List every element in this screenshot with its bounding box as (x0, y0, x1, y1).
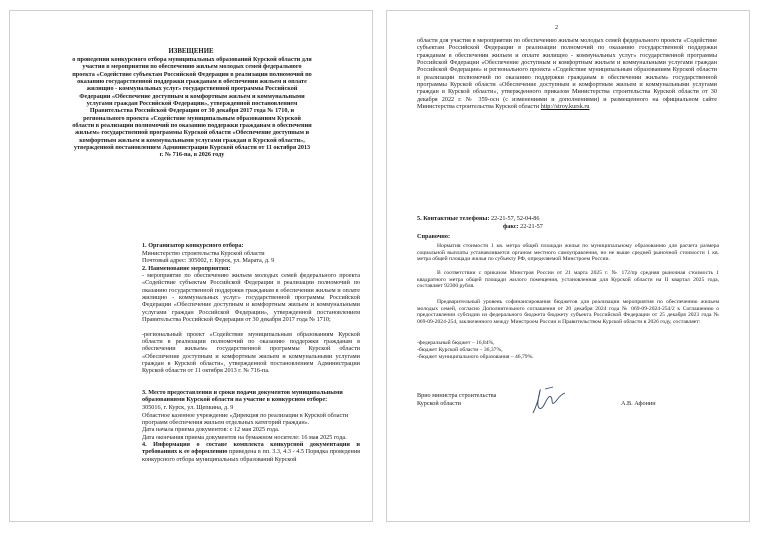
section-5-label: 5. Контактные телефоны: (417, 215, 490, 222)
section-2-heading: 2. Наименование мероприятия: (142, 264, 231, 272)
organizer-address: Почтовый адрес: 305002, г. Курск, ул. Марата, д. 9 (142, 257, 275, 264)
section-3-organization: Областное казенное учреждение «Дирекция по реализации в Курской области программ обеспечения жильем отдельных категорий граждан». (142, 411, 349, 426)
section-3-address: 305016, г. Курск, ул. Щепкина, д. 9 (142, 404, 234, 411)
budget-federal: -федеральный бюджет – 16,84%, (417, 340, 495, 346)
section-3-end-date: Дата окончания приема документов на бумажном носителе: 16 мая 2025 года. (142, 433, 347, 441)
section-5-phones (417, 215, 717, 222)
document-page-2 (386, 10, 750, 522)
reference-paragraph-1: Норматив стоимости 1 кв. метра общей площади жилья по муниципальному образованию для расчета размера социальной выплаты устанавливается органом местного самоуправления, но не выше средней рыночной стоимости 1 кв. метра общей площади жилья по субъекту РФ, определяемой Минстроем России. (417, 243, 719, 263)
document-page-1-body (9, 10, 373, 522)
fax-number: 22-21-57 (520, 222, 543, 230)
section-2-item-1: - мероприятие по обеспечению жильем молодых семей федерального проекта «Содействие субъектам Российской Федерации в реализации полномочий по оказанию государственной поддержки гражданам в обеспечении жильем и оплате жилищно - коммунальных услуг» государственной программы Российской Федерации «Обеспечение доступным и комфортным жильем и коммунальными услугами граждан Российской Федерации», утвержденной постановлением Правительства Российской Федерации от 30 декабря 2017 года № 1710; (142, 272, 360, 324)
procedure-text: области для участия в мероприятии по обеспечению жильем молодых семей федерального проекта «Содействие субъектам Российской Федерации в реализации полномочий по оказанию государственной поддержки гражданам в обеспечении жильем и оплате жилищно - коммунальных услуг» государственной программы Российской Федерации «Обеспечение доступным и комфортным жильем и коммунальными услугами граждан Российской Федерации» и регионального проекта «Содействие муниципальным образованиям Курской области в реализации полномочий по оказанию поддержки гражданам в обеспечении жильем» государственной программы Курской области «Обеспечение доступным и комфортным жильем и коммунальными услугами граждан в Курской области», утвержденного приказом Министерства строительства Курской области от 30 декабря 2022 г. № 359-осн (с изменениями и дополнениями) и размещенного на официальном сайте Министерства строительства Курской области (417, 37, 717, 111)
section-3-heading: 3. Место предоставления и сроки подачи документов муниципальными образованиями Курской области на участие в конкурсном отборе: (142, 389, 343, 404)
ministry-website-link[interactable]: http://stroy.kursk.ru (540, 103, 590, 111)
notice-heading: о проведении конкурсного отбора муниципальных образований Курской области для участия в мероприятии по обеспечению жильем молодых семей федерального проекта «Содействие субъектам Российской Федерации в реализации полномочий по оказанию государственной поддержки гражданам в обеспечении жильем и оплате жилищно - коммунальных услуг» государственной программы Российской Федерации «Обеспечение доступным и комфортным жильем и коммунальными услугами граждан Российской Федерации», утвержденной постановлением Правительства Российской Федерации от 30 декабря 2017 года № 1710, и регионального проекта «Содействие муниципальным образованиям Курской области в реализации полномочий по оказанию поддержки гражданам в обеспечении жильем» государственной программы Курской области «Обеспечение доступным и комфортным жильем и коммунальными услугами граждан в Курской области», утвержденной постановлением Администрации Курской области от 11 октября 2013 г. № 716-па, в 2026 году (72, 56, 312, 159)
section-1-heading: 1. Организатор конкурсного отбора: (142, 242, 244, 249)
phone-numbers: 22-21-57, 52-04-86 (490, 215, 540, 222)
budget-municipal: -бюджет муниципального образования – 46,79%. (417, 354, 534, 360)
notice-title: ИЗВЕЩЕНИЕ (168, 48, 214, 55)
section-3-start-date: Дата начала приема документов: с 12 мая 2025 года. (142, 426, 280, 433)
organizer-name: Министерство строительства Курской области (142, 249, 265, 257)
section-2-item-2: -региональный проект «Содействие муниципальным образованиям Курской области в реализации полномочий по оказанию поддержки гражданам в обеспечении жильем» государственной программы Курской области «Обеспечение доступным и комфортным жильем и коммунальными услугами граждан в Курской области», утвержденной постановлением Администрации Курской области от 11 октября 2013 г. № 716-па. (142, 330, 360, 375)
budget-regional: -бюджет Курской области – 36,37%, (417, 347, 503, 353)
page-number: 2 (555, 24, 559, 31)
section-5-fax (503, 223, 703, 230)
section-4-heading: 4. Информация о составе комплекта конкурсной документации и требованиях к ее оформлению (142, 441, 360, 456)
reference-paragraph-2: В соответствии с приказом Минстроя России от 21 марта 2025 г. № 172/пр средняя рыночная стоимость 1 квадратного метра общей площади жилого помещения, установленная для Курской области на II квартал 2025 года, составляет 92300 рубля. (417, 270, 719, 290)
section-4-text: приведена в пп. 3.3, 4.3 - 4.5 Порядка проведения конкурсного отбора муниципальных образований Курской (142, 448, 361, 463)
section-4-block (142, 441, 360, 463)
procedure-continuation (417, 37, 717, 110)
signatory-name: А.В. Афонин (621, 399, 656, 407)
reference-paragraph-3: Предварительный уровень софинансирования бюджетов для реализации мероприятия по обеспечению жильем молодых семей, согласно Дополнительного соглашения от 20 декабря 2024 года № 069-09-2024-254/2 к Соглашению о предоставлении субсидии из федерального бюджета бюджету субъекта Российской Федерации от 25 декабря 2023 года № 069-09-2024-254, заключенного между Минстроем России и Правительством Курской области в 2026 году, составляет: (417, 299, 719, 326)
reference-heading: Справочно: (417, 233, 451, 240)
fax-label: факс: (503, 222, 519, 230)
signatory-role-line-2: Курской области (417, 399, 461, 407)
signature-scribble (527, 383, 571, 417)
signatory-role-line-1: Врио министра строительства (417, 392, 497, 399)
